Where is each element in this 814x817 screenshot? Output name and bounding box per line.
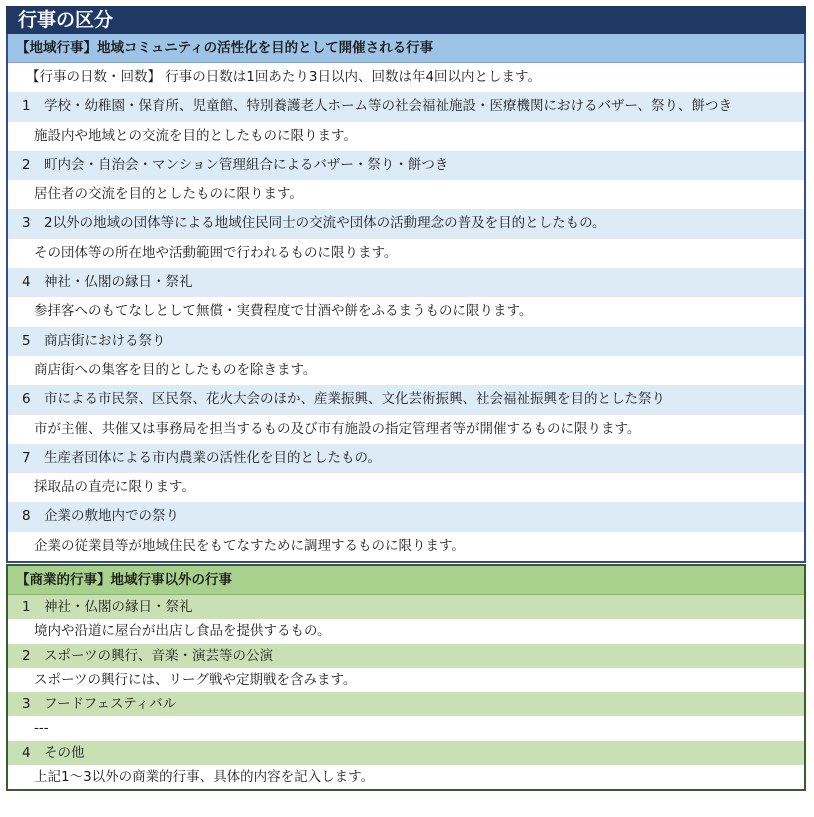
local-item-6-desc: 市が主催、共催又は事務局を担当するもの及び市有施設の指定管理者等が開催するものに限ります。 — [8, 415, 804, 444]
item-label: 学校・幼稚園・保育所、児童館、特別養護老人ホーム等の社会福祉施設・医療機関におけるバザー、祭り、餅つき — [44, 98, 732, 115]
item-number: 1 — [22, 98, 31, 115]
commercial-item-1-desc: 境内や沿道に屋台が出店し食品を提供するもの。 — [8, 619, 804, 643]
local-item-3 — [8, 209, 804, 238]
item-number: 3 — [22, 696, 31, 713]
commercial-events-header: 【商業的行事】地域行事以外の行事 — [8, 566, 804, 595]
local-item-8-desc: 企業の従業員等が地域住民をもてなすために調理するものに限ります。 — [8, 532, 804, 561]
item-label: 生産者団体による市内農業の活性化を目的としたもの。 — [44, 449, 381, 466]
local-events-header: 【地域行事】地域コミュニティの活性化を目的として開催される行事 — [8, 34, 804, 63]
item-label: 市による市民祭、区民祭、花火大会のほか、産業振興、文化芸術振興、社会福祉振興を目的とした祭り — [44, 391, 665, 408]
local-item-7-desc: 採取品の直売に限ります。 — [8, 473, 804, 502]
local-item-5 — [8, 327, 804, 356]
commercial-item-3-desc: --- — [8, 716, 804, 740]
commercial-item-4-desc: 上記1～3以外の商業的行事、具体的内容を記入します。 — [8, 765, 804, 789]
local-item-6 — [8, 385, 804, 414]
local-item-4 — [8, 268, 804, 297]
local-item-5-desc: 商店街への集客を目的としたものを除きます。 — [8, 356, 804, 385]
local-item-3-desc: その団体等の所在地や活動範囲で行われるものに限ります。 — [8, 239, 804, 268]
item-number: 2 — [22, 647, 31, 664]
item-label: 企業の敷地内での祭り — [44, 508, 179, 525]
page-title: 行事の区分 — [6, 6, 806, 34]
item-label: 神社・仏閣の縁日・祭礼 — [44, 599, 193, 615]
item-label: 町内会・自治会・マンション管理組合によるバザー・祭り・餅つき — [44, 156, 449, 173]
item-number: 5 — [22, 332, 31, 349]
local-events-note: 【行事の日数・回数】 行事の日数は1回あたり3日以内、回数は年4回以内とします。 — [8, 63, 804, 92]
item-label: 神社・仏閣の縁日・祭礼 — [44, 274, 193, 291]
commercial-item-3 — [8, 692, 804, 716]
commercial-item-2-desc: スポーツの興行には、リーグ戦や定期戦を含みます。 — [8, 668, 804, 692]
item-label: フードフェスティバル — [44, 696, 177, 713]
local-item-1 — [8, 92, 804, 121]
local-item-2-desc: 居住者の交流を目的としたものに限ります。 — [8, 180, 804, 209]
commercial-events-section — [6, 564, 806, 791]
item-number: 4 — [22, 744, 31, 761]
item-label: 商店街における祭り — [44, 332, 166, 349]
item-number: 7 — [22, 449, 31, 466]
local-item-8 — [8, 502, 804, 531]
commercial-item-2 — [8, 644, 804, 668]
item-number: 1 — [22, 599, 31, 615]
local-events-section — [6, 34, 806, 563]
commercial-item-4 — [8, 741, 804, 765]
item-number: 2 — [22, 156, 31, 173]
item-number: 3 — [22, 215, 31, 232]
item-number: 6 — [22, 391, 31, 408]
item-label: 2以外の地域の団体等による地域住民同士の交流や団体の活動理念の普及を目的としたもの。 — [44, 215, 606, 232]
item-label: スポーツの興行、音楽・演芸等の公演 — [44, 647, 273, 664]
item-number: 4 — [22, 274, 31, 291]
item-label: その他 — [44, 744, 85, 761]
item-number: 8 — [22, 508, 31, 525]
local-item-7 — [8, 444, 804, 473]
local-item-1-desc: 施設内や地域との交流を目的としたものに限ります。 — [8, 122, 804, 151]
commercial-item-1 — [8, 595, 804, 619]
local-item-2 — [8, 151, 804, 180]
local-item-4-desc: 参拝客へのもてなしとして無償・実費程度で甘酒や餅をふるまうものに限ります。 — [8, 297, 804, 326]
